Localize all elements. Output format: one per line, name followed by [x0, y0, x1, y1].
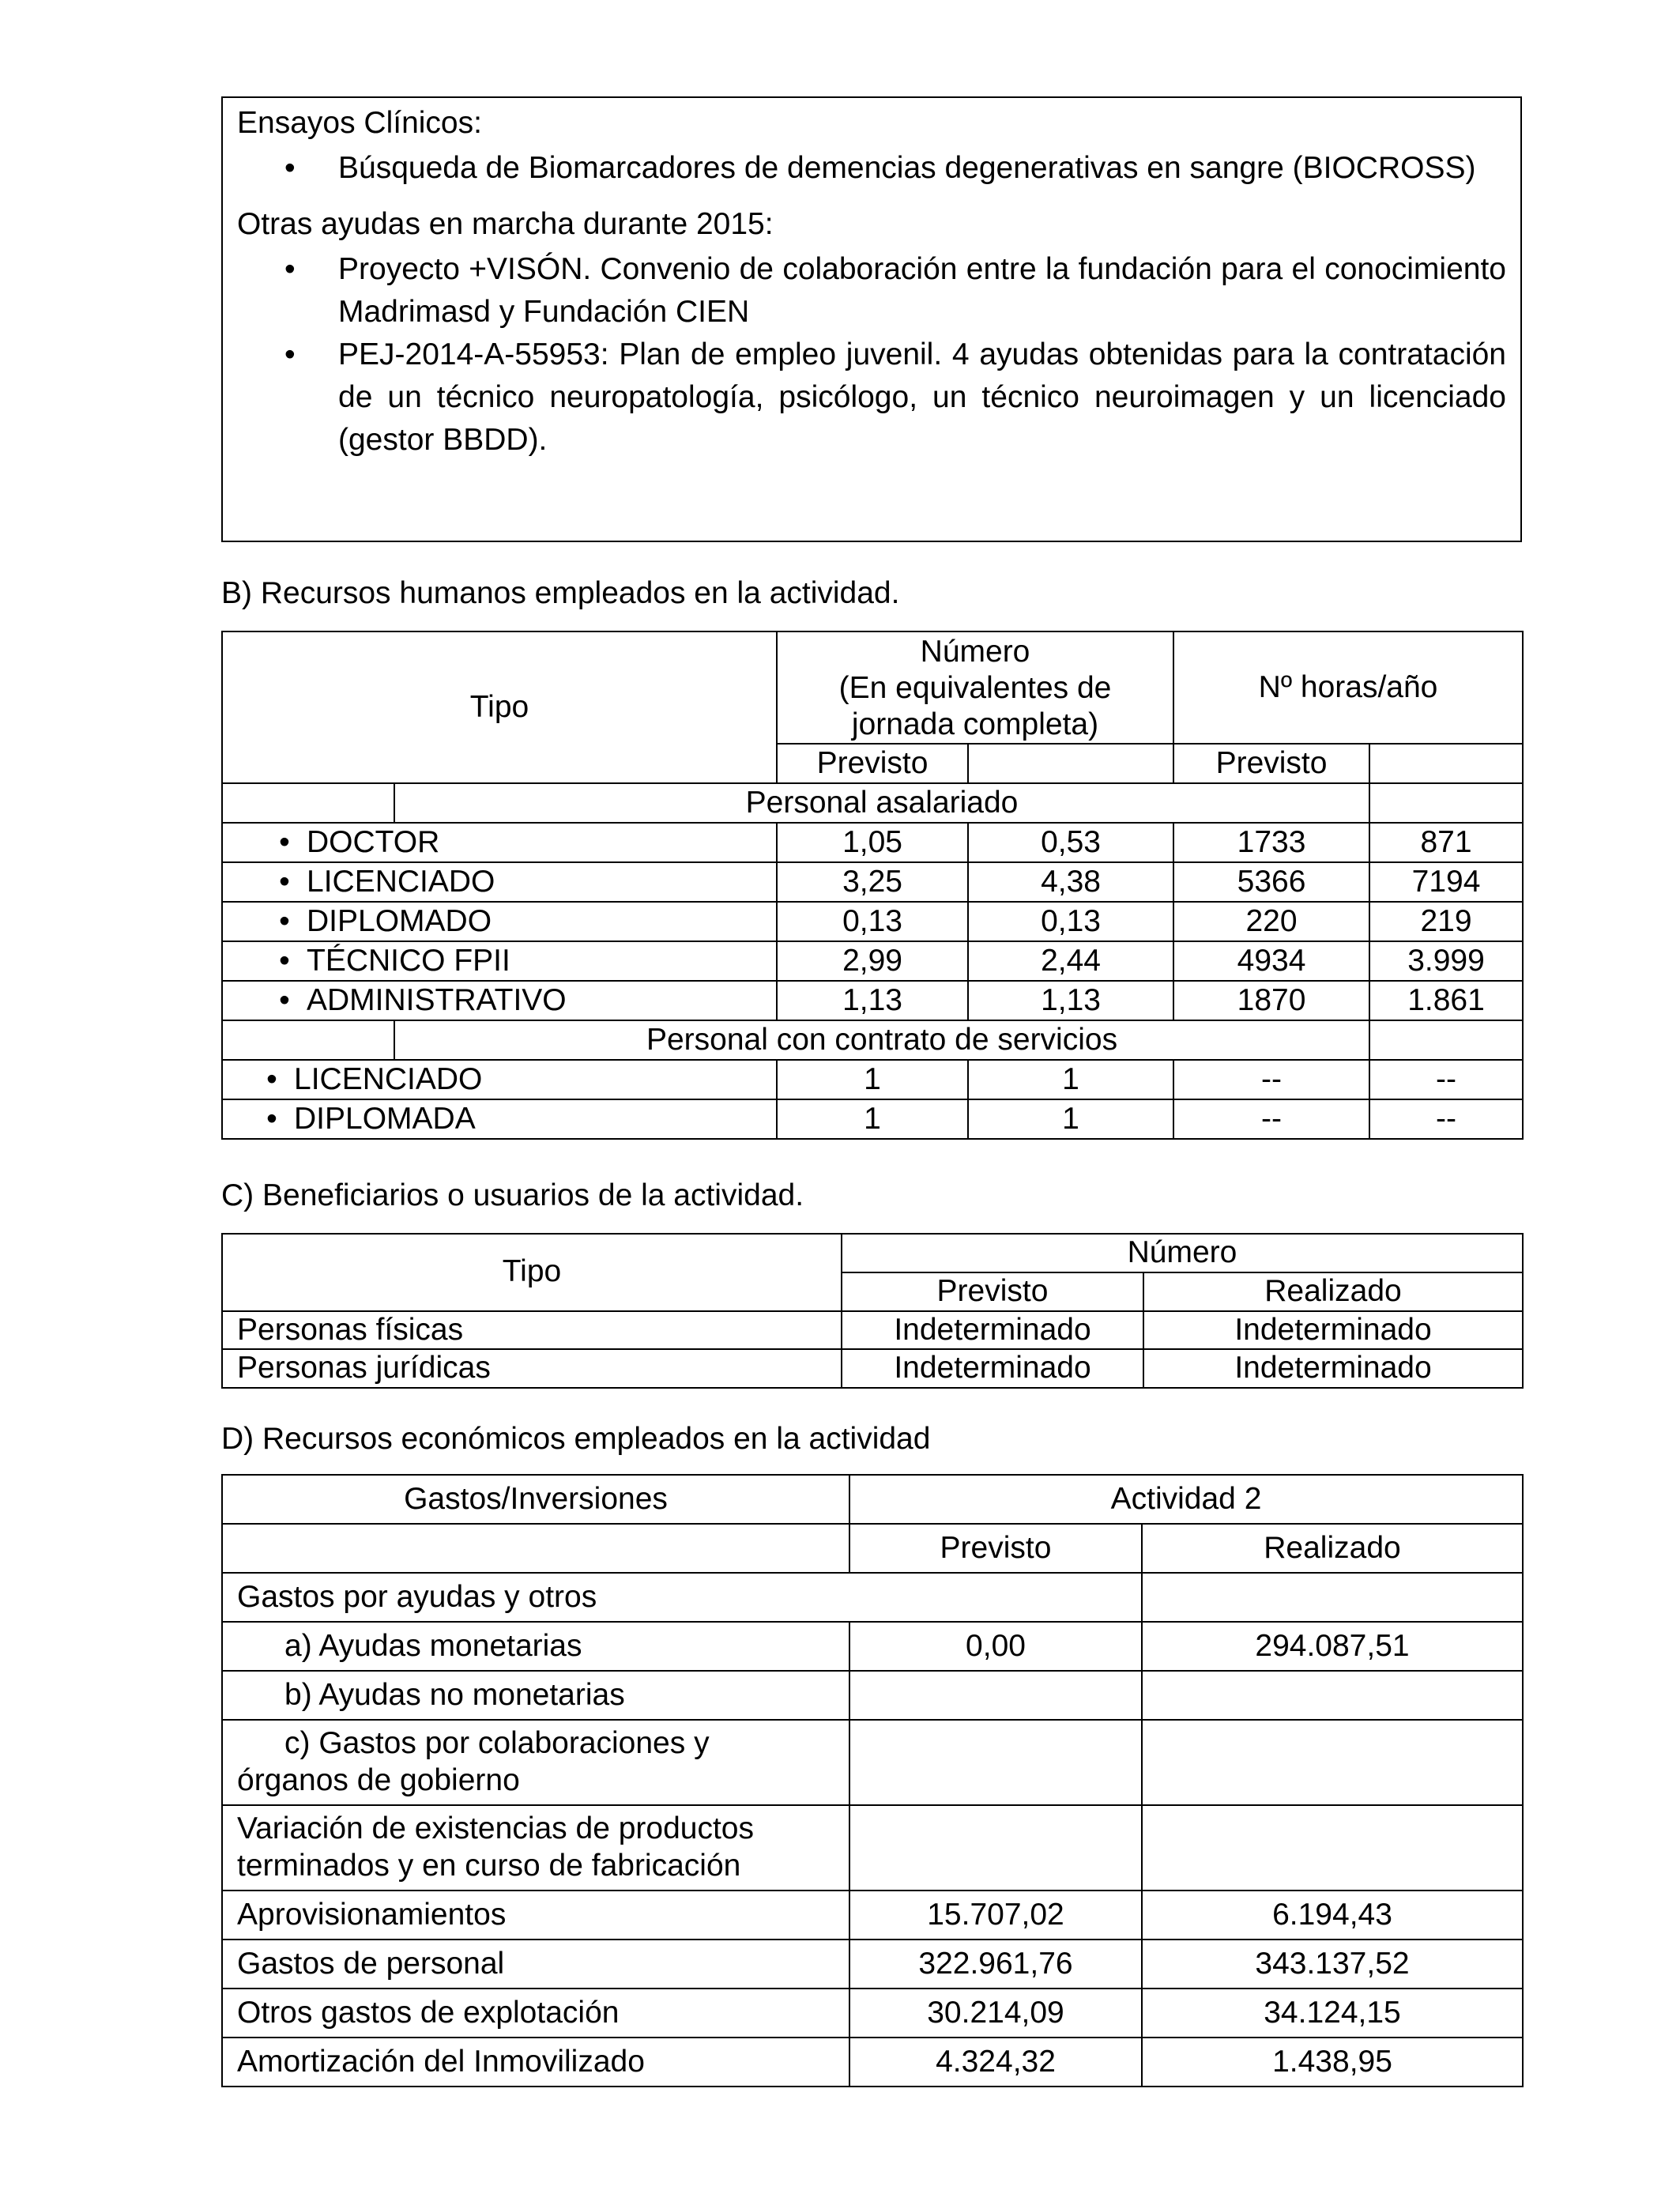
previsto-horas-cell: -- [1173, 1099, 1369, 1139]
previsto-numero-cell: 1,05 [777, 823, 968, 862]
previsto-cell: 322.961,76 [849, 1940, 1142, 1989]
realizado-numero-cell: 1,13 [968, 981, 1173, 1020]
realizado-cell [1142, 1671, 1523, 1720]
tipo-cell: Personas jurídicas [222, 1349, 842, 1388]
tipo-label: LICENCIADO [294, 1061, 483, 1096]
gasto-label-cell: Gastos de personal [222, 1940, 849, 1989]
previsto-cell: Indeterminado [842, 1349, 1143, 1388]
tipo-label: ADMINISTRATIVO [307, 982, 567, 1017]
bullet-icon: • [284, 151, 296, 185]
col-previsto-header: Previsto [842, 1272, 1143, 1311]
table-row [222, 2038, 1523, 2087]
col-numero-header: Número (En equivalentes de jornada completa) [777, 631, 1173, 744]
tipo-label: DIPLOMADA [294, 1101, 476, 1136]
table-row [222, 1573, 1523, 1622]
sub-realizado-horas [1369, 744, 1523, 783]
realizado-horas-cell: 1.861 [1369, 981, 1523, 1020]
gasto-label-cell: c) Gastos por colaboraciones y órganos de gobierno [222, 1720, 849, 1805]
col-actividad-header: Actividad 2 [849, 1475, 1523, 1524]
previsto-horas-cell: 1870 [1173, 981, 1369, 1020]
group-row [222, 1020, 1523, 1060]
table-row [222, 1349, 1523, 1388]
previsto-numero-cell: 2,99 [777, 941, 968, 981]
col-numero-header: Número [842, 1234, 1523, 1272]
tipo-cell: Personas físicas [222, 1311, 842, 1350]
table-row [222, 1805, 1523, 1891]
table-row [222, 862, 1523, 902]
previsto-numero-cell: 3,25 [777, 862, 968, 902]
previsto-cell [849, 1805, 1142, 1891]
list-item: • Búsqueda de Biomarcadores de demencias degenerativas en sangre (BIOCROSS) [237, 147, 1506, 190]
realizado-cell: 1.438,95 [1142, 2038, 1523, 2087]
bullet-icon: • [266, 1101, 277, 1136]
realizado-cell: Indeterminado [1143, 1311, 1523, 1350]
col-previsto-header: Previsto [849, 1524, 1142, 1573]
previsto-cell: 30.214,09 [849, 1989, 1142, 2038]
beneficiarios-rows [222, 1311, 1523, 1389]
table-row [222, 1720, 1523, 1805]
realizado-numero-cell: 0,13 [968, 902, 1173, 941]
gastos-ayudas-label: Gastos por ayudas y otros [222, 1573, 1142, 1622]
table-row [222, 1099, 1523, 1139]
table-row [222, 1311, 1523, 1350]
previsto-horas-cell: 5366 [1173, 862, 1369, 902]
previsto-numero-cell: 0,13 [777, 902, 968, 941]
realizado-numero-cell: 1 [968, 1099, 1173, 1139]
bullet-icon: • [279, 824, 290, 859]
realizado-cell: Indeterminado [1143, 1349, 1523, 1388]
otras-list [237, 248, 1506, 462]
bullet-icon: • [284, 337, 296, 371]
bullet-icon: • [279, 864, 290, 899]
gasto-label-cell: Aprovisionamientos [222, 1891, 849, 1940]
previsto-horas-cell: 4934 [1173, 941, 1369, 981]
previsto-horas-cell: 1733 [1173, 823, 1369, 862]
group-asalariado-label: Personal asalariado [394, 783, 1369, 823]
table-row [222, 1940, 1523, 1989]
table-header-row [222, 631, 1523, 744]
beneficiarios-table [221, 1233, 1524, 1389]
table-subheader-row [222, 1524, 1523, 1573]
gasto-label-cell: Otros gastos de explotación [222, 1989, 849, 2038]
bullet-icon: • [266, 1061, 277, 1096]
tipo-cell [222, 981, 777, 1020]
gasto-label-cell: Variación de existencias de productos terminados y en curso de fabricación [222, 1805, 849, 1891]
realizado-cell [1142, 1805, 1523, 1891]
bullet-icon: • [279, 903, 290, 938]
tipo-label: TÉCNICO FPII [307, 943, 510, 978]
table-row [222, 1989, 1523, 2038]
table-row [222, 981, 1523, 1020]
list-item: • Proyecto +VISÓN. Convenio de colaboración entre la fundación para el conocimiento Madrimasd y Fundación CIEN [237, 248, 1506, 334]
realizado-cell: 34.124,15 [1142, 1989, 1523, 2038]
sub-previsto-numero: Previsto [777, 744, 968, 783]
col-tipo-header: Tipo [222, 631, 777, 783]
gasto-label-cell: a) Ayudas monetarias [222, 1622, 849, 1671]
asalariado-rows [222, 823, 1523, 1020]
previsto-numero-cell: 1 [777, 1099, 968, 1139]
previsto-cell [849, 1671, 1142, 1720]
previsto-horas-cell: -- [1173, 1060, 1369, 1099]
sub-realizado-numero [968, 744, 1173, 783]
gastos-rows [222, 1622, 1523, 2087]
realizado-cell [1142, 1720, 1523, 1805]
gasto-label-cell: Amortización del Inmovilizado [222, 2038, 849, 2087]
bullet-icon: • [279, 943, 290, 978]
tipo-cell [222, 1099, 777, 1139]
col-horas-header: Nº horas/año [1173, 631, 1523, 744]
realizado-numero-cell: 2,44 [968, 941, 1173, 981]
realizado-numero-cell: 1 [968, 1060, 1173, 1099]
previsto-cell: 4.324,32 [849, 2038, 1142, 2087]
previsto-cell: Indeterminado [842, 1311, 1143, 1350]
list-item: • PEJ-2014-A-55953: Plan de empleo juvenil. 4 ayudas obtenidas para la contratación de un técnico neuropatología, psicólogo, un técnico neuroimagen y un licenciado (gestor BBDD). [237, 334, 1506, 462]
servicios-rows [222, 1060, 1523, 1139]
section-c-heading: C) Beneficiarios o usuarios de la actividad. [221, 1178, 804, 1212]
table-header-row [222, 1234, 1523, 1272]
realizado-horas-cell: -- [1369, 1099, 1523, 1139]
ensayos-list [237, 147, 1506, 190]
previsto-cell: 0,00 [849, 1622, 1142, 1671]
table-row [222, 902, 1523, 941]
tipo-label: DIPLOMADO [307, 903, 492, 938]
tipo-cell [222, 902, 777, 941]
group-row [222, 783, 1523, 823]
previsto-numero-cell: 1 [777, 1060, 968, 1099]
realizado-numero-cell: 0,53 [968, 823, 1173, 862]
table-row [222, 1622, 1523, 1671]
gasto-label-cell: b) Ayudas no monetarias [222, 1671, 849, 1720]
realizado-cell: 294.087,51 [1142, 1622, 1523, 1671]
ensayos-label: Ensayos Clínicos: [237, 106, 482, 140]
realizado-horas-cell: -- [1369, 1060, 1523, 1099]
bullet-icon: • [284, 252, 296, 286]
col-tipo-header: Tipo [222, 1234, 842, 1311]
realizado-horas-cell: 7194 [1369, 862, 1523, 902]
realizado-horas-cell: 219 [1369, 902, 1523, 941]
otras-label: Otras ayudas en marcha durante 2015: [237, 207, 774, 241]
previsto-cell: 15.707,02 [849, 1891, 1142, 1940]
tipo-cell [222, 941, 777, 981]
group-servicios-label: Personal con contrato de servicios [394, 1020, 1369, 1060]
col-realizado-header: Realizado [1142, 1524, 1523, 1573]
recursos-economicos-table [221, 1474, 1524, 2087]
realizado-numero-cell: 4,38 [968, 862, 1173, 902]
col-realizado-header: Realizado [1143, 1272, 1523, 1311]
bullet-icon: • [279, 982, 290, 1017]
section-a-box [221, 96, 1522, 542]
table-row [222, 1891, 1523, 1940]
previsto-numero-cell: 1,13 [777, 981, 968, 1020]
col-gastos-header: Gastos/Inversiones [222, 1475, 849, 1524]
recursos-humanos-table [221, 631, 1524, 1140]
tipo-label: DOCTOR [307, 824, 440, 859]
realizado-cell: 343.137,52 [1142, 1940, 1523, 1989]
table-row [222, 941, 1523, 981]
realizado-cell: 6.194,43 [1142, 1891, 1523, 1940]
tipo-label: LICENCIADO [307, 864, 495, 899]
table-row [222, 1671, 1523, 1720]
previsto-horas-cell: 220 [1173, 902, 1369, 941]
section-b-heading: B) Recursos humanos empleados en la actividad. [221, 576, 900, 610]
table-row [222, 1060, 1523, 1099]
table-header-row [222, 1475, 1523, 1524]
table-row [222, 823, 1523, 862]
realizado-horas-cell: 871 [1369, 823, 1523, 862]
tipo-cell [222, 862, 777, 902]
previsto-cell [849, 1720, 1142, 1805]
tipo-cell [222, 823, 777, 862]
realizado-horas-cell: 3.999 [1369, 941, 1523, 981]
section-d-heading: D) Recursos económicos empleados en la actividad [221, 1422, 931, 1456]
sub-previsto-horas: Previsto [1173, 744, 1369, 783]
tipo-cell [222, 1060, 777, 1099]
